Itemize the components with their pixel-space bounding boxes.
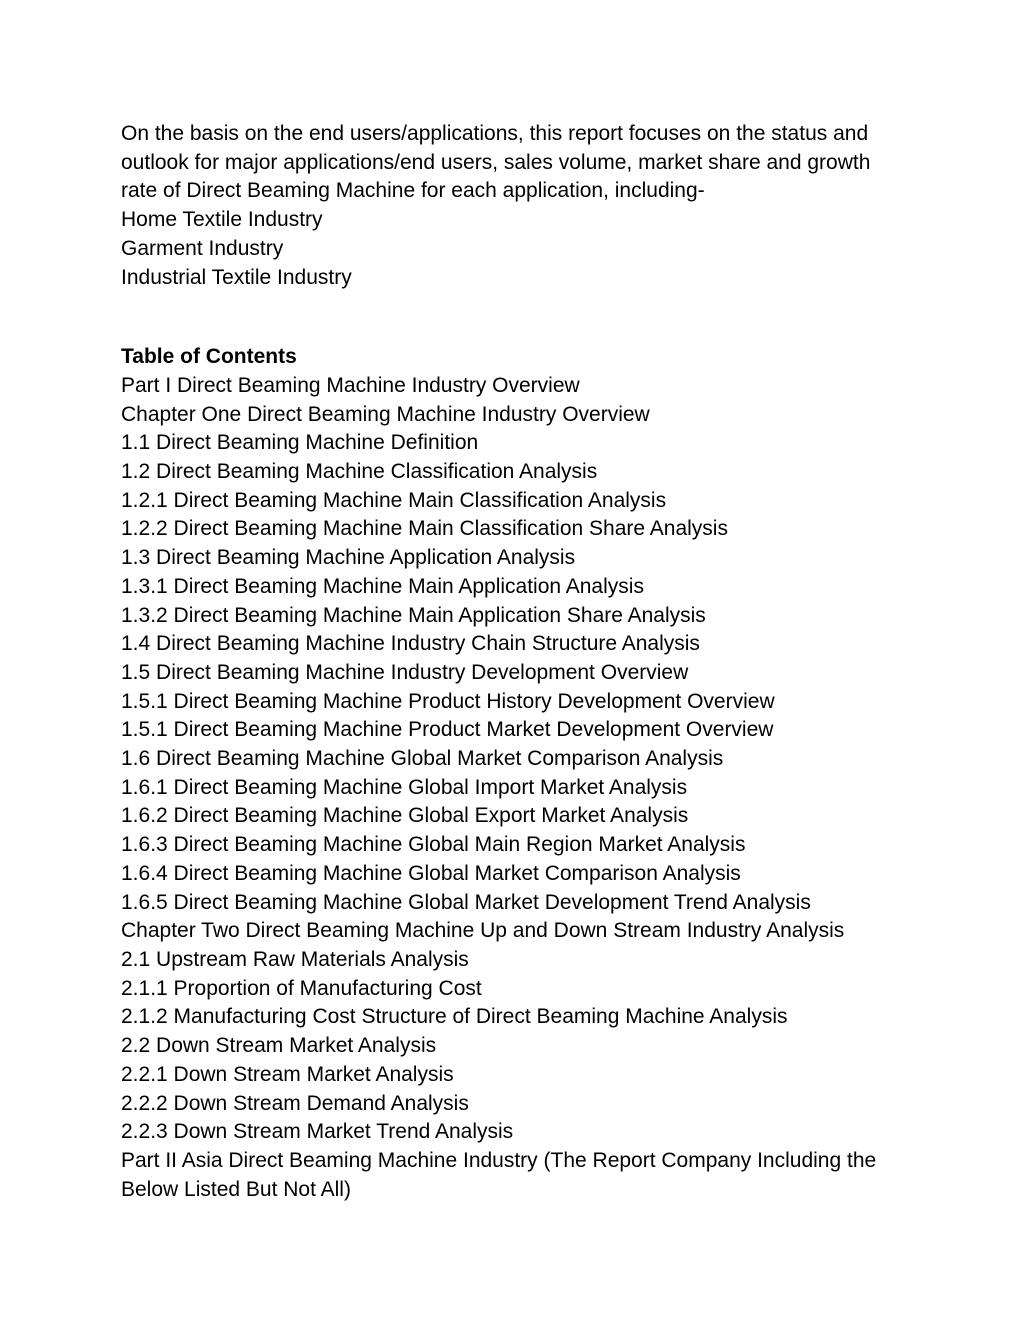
toc-item: 2.2 Down Stream Market Analysis (121, 1034, 437, 1058)
toc-item: 1.2.1 Direct Beaming Machine Main Classification Analysis (121, 488, 667, 512)
toc-item: 1.6.2 Direct Beaming Machine Global Export Market Analysis (121, 804, 689, 828)
toc-item: 2.2.2 Down Stream Demand Analysis (121, 1091, 469, 1115)
toc-item: 2.1.1 Proportion of Manufacturing Cost (121, 976, 482, 1000)
table-of-contents (121, 343, 911, 1204)
toc-item: Chapter One Direct Beaming Machine Industry Overview (121, 402, 650, 426)
toc-item: 1.6.3 Direct Beaming Machine Global Main Region Market Analysis (121, 833, 746, 857)
toc-item: 1.5.1 Direct Beaming Machine Product History Development Overview (121, 689, 775, 713)
toc-item: 1.6 Direct Beaming Machine Global Market Comparison Analysis (121, 747, 724, 771)
toc-item: 1.6.5 Direct Beaming Machine Global Market Development Trend Analysis (121, 890, 811, 914)
toc-item: 1.3 Direct Beaming Machine Application Analysis (121, 546, 576, 570)
application-item: Industrial Textile Industry (121, 265, 352, 289)
toc-item: 2.1 Upstream Raw Materials Analysis (121, 947, 469, 971)
intro-section (121, 120, 911, 292)
application-item: Garment Industry (121, 236, 284, 260)
toc-item: Chapter Two Direct Beaming Machine Up and Down Stream Industry Analysis (121, 919, 845, 943)
section-spacer (121, 292, 911, 343)
toc-item: 1.5 Direct Beaming Machine Industry Development Overview (121, 660, 689, 684)
toc-item: 1.5.1 Direct Beaming Machine Product Market Development Overview (121, 718, 774, 742)
toc-item: Part II Asia Direct Beaming Machine Industry (The Report Company Including the Below Listed But Not All) (121, 1148, 877, 1201)
toc-title: Table of Contents (121, 345, 297, 369)
toc-item: 1.6.4 Direct Beaming Machine Global Market Comparison Analysis (121, 861, 741, 885)
toc-item: 2.2.3 Down Stream Market Trend Analysis (121, 1120, 514, 1144)
toc-list (121, 372, 911, 1204)
document-page (121, 120, 911, 1204)
application-list (121, 206, 911, 292)
toc-item: 1.3.1 Direct Beaming Machine Main Application Analysis (121, 574, 644, 598)
toc-item: Part I Direct Beaming Machine Industry Overview (121, 373, 580, 397)
toc-item: 2.2.1 Down Stream Market Analysis (121, 1062, 454, 1086)
toc-item: 1.3.2 Direct Beaming Machine Main Application Share Analysis (121, 603, 706, 627)
intro-paragraph: On the basis on the end users/applications, this report focuses on the status and outlook for major applications/end users, sales volume, market share and growth rate of Direct Beaming Machine for each application, including- (121, 122, 871, 203)
toc-item: 2.1.2 Manufacturing Cost Structure of Direct Beaming Machine Analysis (121, 1005, 788, 1029)
toc-item: 1.6.1 Direct Beaming Machine Global Import Market Analysis (121, 775, 688, 799)
toc-item: 1.4 Direct Beaming Machine Industry Chain Structure Analysis (121, 632, 700, 656)
toc-item: 1.1 Direct Beaming Machine Definition (121, 431, 479, 455)
toc-item: 1.2 Direct Beaming Machine Classification Analysis (121, 460, 598, 484)
application-item: Home Textile Industry (121, 208, 323, 232)
toc-item: 1.2.2 Direct Beaming Machine Main Classification Share Analysis (121, 517, 728, 541)
